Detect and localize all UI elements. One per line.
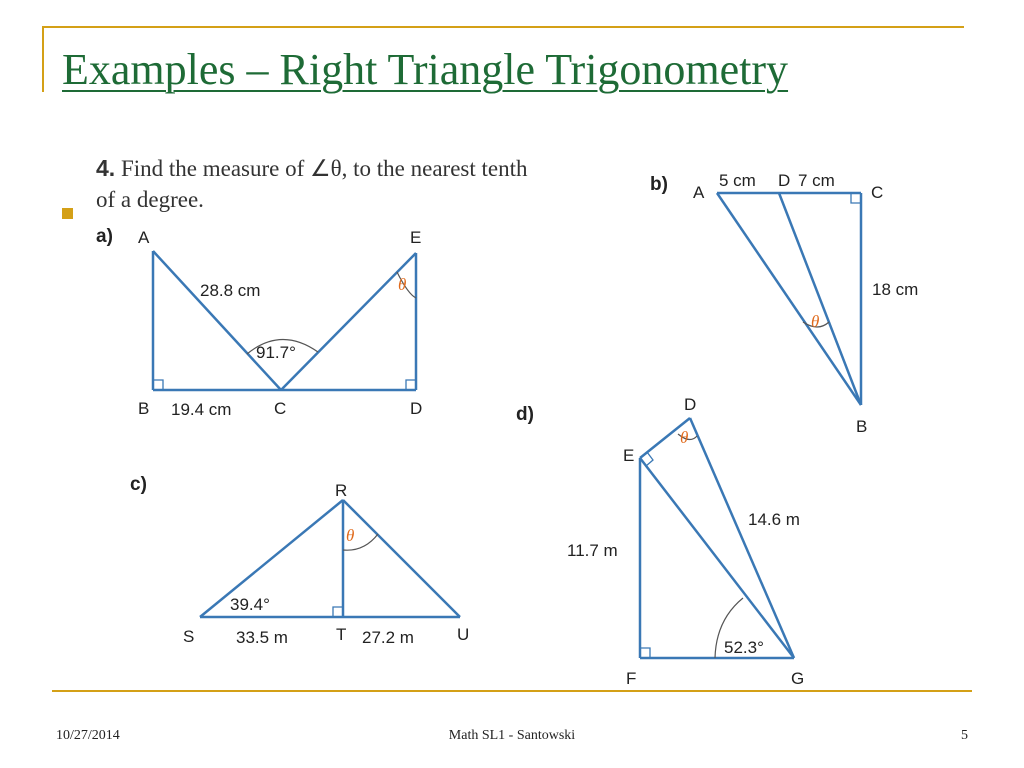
theta-a: θ (398, 275, 407, 294)
angle-c-value: 91.7° (256, 343, 296, 362)
theta-c: θ (346, 526, 355, 545)
theta-d: θ (680, 428, 689, 447)
length-ad: 5 cm (719, 171, 756, 190)
slide-title: Examples – Right Triangle Trigonometry (62, 45, 789, 94)
label-r: R (335, 481, 348, 500)
footer-course: Math SL1 - Santowski (448, 728, 576, 743)
length-dg: 14.6 m (748, 510, 800, 529)
theta-b: θ (811, 312, 820, 331)
label-d-g: G (791, 669, 805, 688)
problem-number: 4. (96, 155, 116, 181)
label-t: T (336, 625, 347, 644)
segment-eg (640, 458, 794, 658)
segment-dg (690, 418, 794, 658)
label-s: S (183, 627, 195, 646)
length-bc: 19.4 cm (171, 400, 232, 419)
label-b: B (138, 399, 150, 418)
figure-a-tag: a) (96, 226, 113, 247)
length-dc: 7 cm (798, 171, 835, 190)
label-a: A (138, 228, 150, 247)
angle-g-value: 52.3° (724, 638, 764, 657)
label-c: C (274, 399, 287, 418)
label-b-b: B (856, 417, 868, 436)
footer-rule (52, 690, 972, 692)
right-angle-e (646, 452, 653, 466)
figure-d-tag: d) (516, 404, 534, 425)
length-ef: 11.7 m (567, 541, 618, 560)
figure-b-tag: b) (650, 174, 668, 195)
length-st: 33.5 m (236, 628, 288, 647)
length-tu: 27.2 m (362, 628, 414, 647)
length-cb: 18 cm (872, 280, 919, 299)
footer-date: 10/27/2014 (56, 728, 120, 743)
figure-d (516, 395, 804, 688)
label-d-d: D (684, 395, 697, 414)
label-b-d: D (778, 171, 791, 190)
right-angle-f (640, 648, 650, 658)
footer-page-number: 5 (961, 728, 968, 743)
label-b-a: A (693, 183, 705, 202)
figure-c-tag: c) (130, 474, 147, 495)
label-d-e: E (623, 446, 635, 465)
angle-s-value: 39.4° (230, 595, 270, 614)
label-b-c: C (871, 183, 884, 202)
label-e: E (410, 228, 422, 247)
label-u: U (457, 625, 470, 644)
problem-text: Find the measure of ∠θ, to the nearest tenth of a degree. (96, 156, 528, 212)
length-ac: 28.8 cm (200, 281, 261, 300)
label-d-f: F (626, 669, 637, 688)
label-d: D (410, 399, 423, 418)
